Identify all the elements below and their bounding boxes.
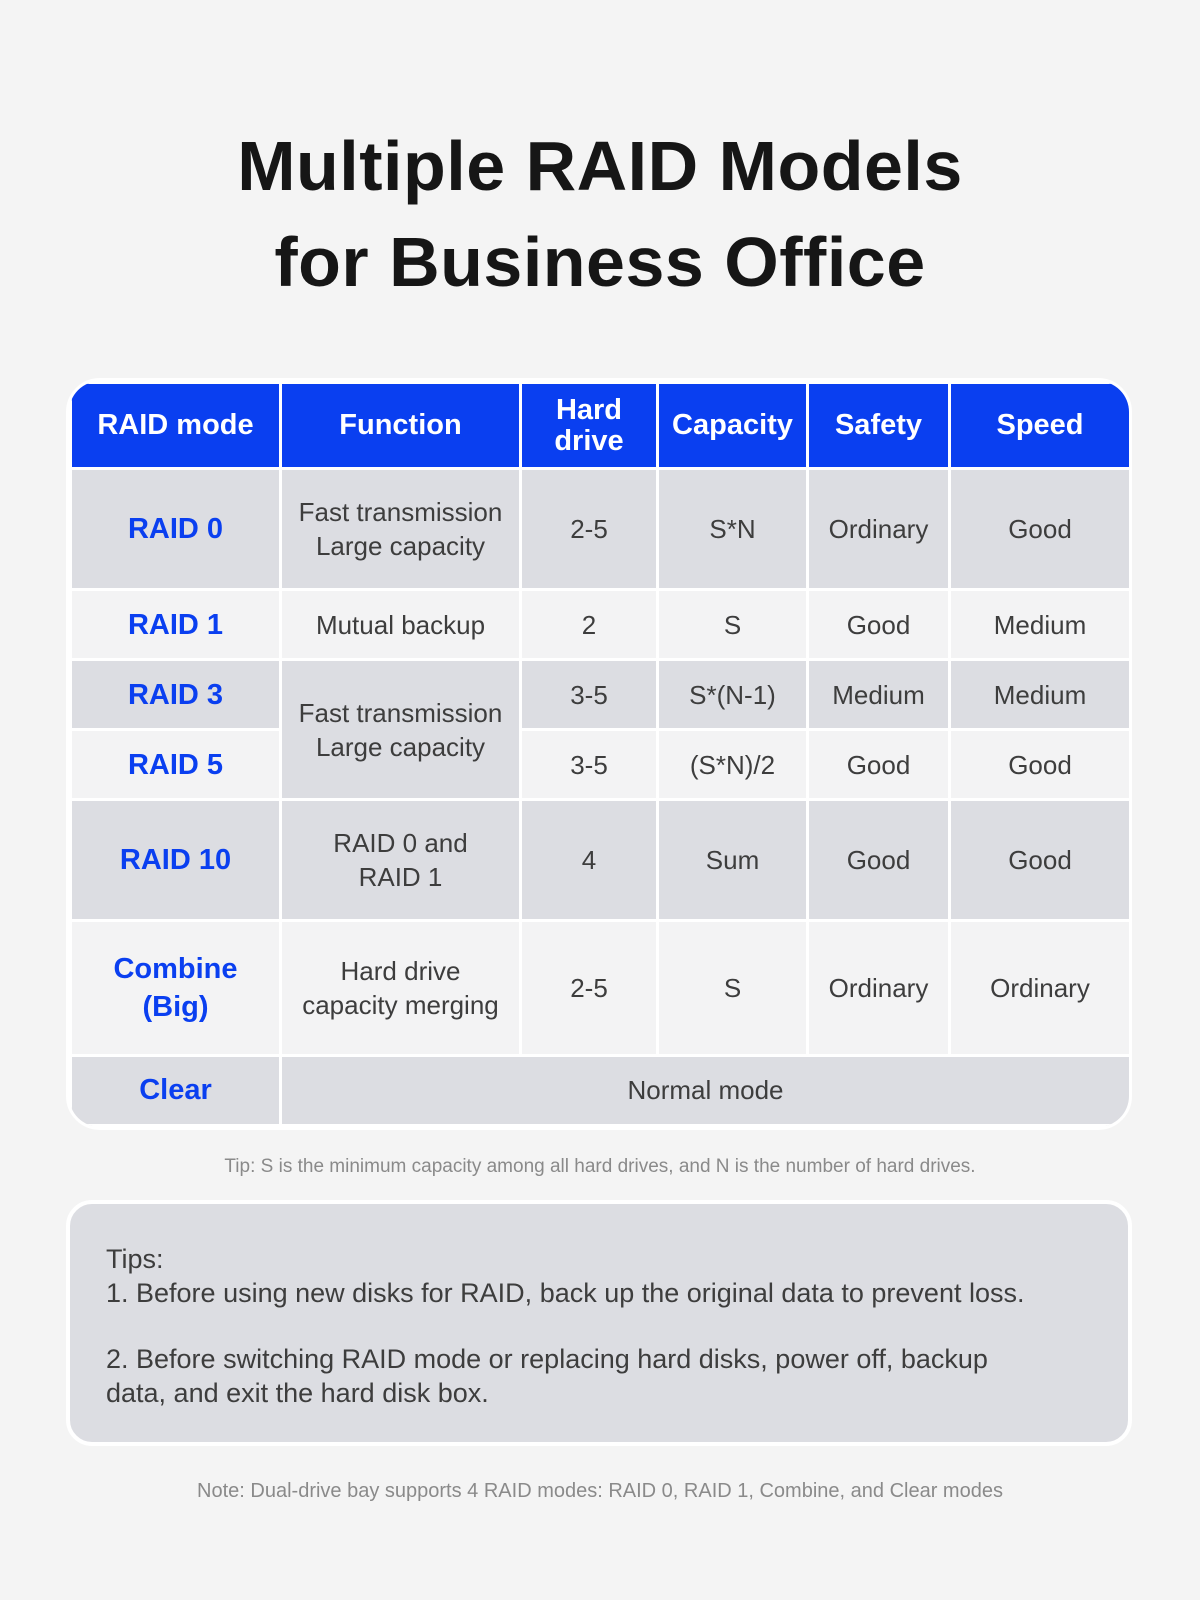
raid-table xyxy=(69,381,1132,1127)
cell-mode: RAID 1 xyxy=(71,590,281,660)
cell-function-merged: Normal mode xyxy=(281,1055,1131,1125)
cell-safety: Medium xyxy=(808,660,950,730)
cell-safety: Good xyxy=(808,590,950,660)
tip-note: Tip: S is the minimum capacity among all hard drives, and N is the number of hard drives. xyxy=(224,1156,976,1177)
cell-capacity: S xyxy=(658,921,808,1056)
cell-mode-line-2: (Big) xyxy=(142,991,209,1024)
tips-item-1: 1. Before using new disks for RAID, back up the original data to prevent loss. xyxy=(106,1278,1025,1308)
table-row-raid-10 xyxy=(71,800,1131,921)
raid-table-container xyxy=(66,378,1132,1130)
table-row-raid-0 xyxy=(71,469,1131,590)
tips-item-2-line-1: 2. Before switching RAID mode or replacing hard disks, power off, backup xyxy=(106,1344,988,1374)
cell-hard-drive: 4 xyxy=(521,800,658,921)
cell-function xyxy=(281,800,521,921)
cell-hard-drive: 3-5 xyxy=(521,730,658,800)
cell-capacity: (S*N)/2 xyxy=(658,730,808,800)
header-hard-drive xyxy=(521,383,658,469)
cell-safety: Good xyxy=(808,730,950,800)
cell-mode: RAID 3 xyxy=(71,660,281,730)
cell-function xyxy=(281,921,521,1056)
table-row-raid-5 xyxy=(71,730,1131,800)
cell-hard-drive: 2-5 xyxy=(521,921,658,1056)
cell-function-line-2: capacity merging xyxy=(302,990,499,1021)
table-row-raid-3 xyxy=(71,660,1131,730)
cell-speed: Good xyxy=(950,730,1131,800)
cell-safety: Ordinary xyxy=(808,921,950,1056)
cell-hard-drive: 2-5 xyxy=(521,469,658,590)
cell-safety: Good xyxy=(808,800,950,921)
tips-item-2-line-2: data, and exit the hard disk box. xyxy=(106,1378,489,1408)
table-row-raid-1 xyxy=(71,590,1131,660)
title-line-2: for Business Office xyxy=(274,223,926,301)
cell-function-line-1: Fast transmission xyxy=(298,697,503,728)
cell-mode: RAID 10 xyxy=(71,800,281,921)
header-hard-drive-line-2: drive xyxy=(554,424,624,457)
header-speed: Speed xyxy=(950,383,1131,469)
page-title xyxy=(0,118,1200,310)
cell-function-merged xyxy=(281,660,521,800)
cell-function-line-2: RAID 1 xyxy=(358,862,443,893)
table-row-clear xyxy=(71,1055,1131,1125)
tips-heading: Tips: xyxy=(106,1244,164,1274)
header-safety: Safety xyxy=(808,383,950,469)
cell-function-line-1: RAID 0 and xyxy=(333,828,468,859)
cell-function xyxy=(281,469,521,590)
title-line-1: Multiple RAID Models xyxy=(237,127,963,205)
header-hard-drive-line-1: Hard xyxy=(555,393,623,426)
cell-speed: Medium xyxy=(950,590,1131,660)
cell-hard-drive: 2 xyxy=(521,590,658,660)
cell-mode xyxy=(71,921,281,1056)
cell-function: Mutual backup xyxy=(281,590,521,660)
cell-function-line-1: Fast transmission xyxy=(298,497,503,528)
cell-mode-line-1: Combine xyxy=(113,953,238,986)
cell-mode: RAID 0 xyxy=(71,469,281,590)
cell-hard-drive: 3-5 xyxy=(521,660,658,730)
footer-note: Note: Dual-drive bay supports 4 RAID modes: RAID 0, RAID 1, Combine, and Clear modes xyxy=(197,1480,1003,1502)
header-capacity: Capacity xyxy=(658,383,808,469)
cell-speed: Medium xyxy=(950,660,1131,730)
header-function: Function xyxy=(281,383,521,469)
tips-box xyxy=(66,1200,1132,1446)
tips-spacer xyxy=(106,1310,1092,1342)
cell-capacity: S xyxy=(658,590,808,660)
cell-capacity: Sum xyxy=(658,800,808,921)
cell-speed: Good xyxy=(950,469,1131,590)
cell-speed: Ordinary xyxy=(950,921,1131,1056)
cell-mode: RAID 5 xyxy=(71,730,281,800)
cell-speed: Good xyxy=(950,800,1131,921)
table-header-row xyxy=(71,383,1131,469)
cell-function-line-2: Large capacity xyxy=(315,731,486,762)
table-row-combine xyxy=(71,921,1131,1056)
cell-function-line-2: Large capacity xyxy=(315,531,486,562)
cell-capacity: S*N xyxy=(658,469,808,590)
cell-mode: Clear xyxy=(71,1055,281,1125)
header-raid-mode: RAID mode xyxy=(71,383,281,469)
cell-safety: Ordinary xyxy=(808,469,950,590)
cell-capacity: S*(N-1) xyxy=(658,660,808,730)
cell-function-line-1: Hard drive xyxy=(340,956,461,987)
